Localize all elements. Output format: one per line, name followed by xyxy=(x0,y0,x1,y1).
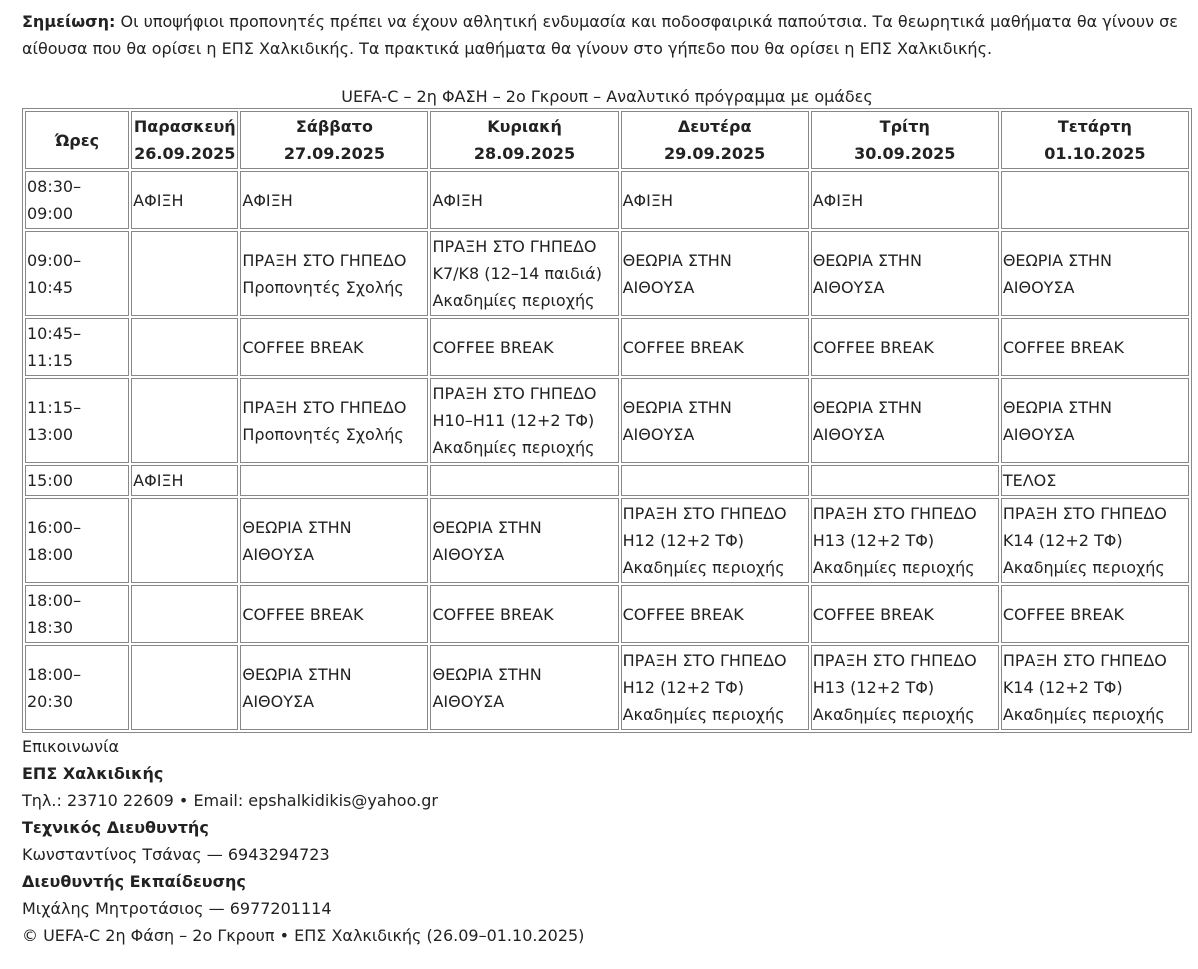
tech-director-title: Τεχνικός Διευθυντής xyxy=(22,818,209,837)
tech-director-line: Κωνσταντίνος Τσάνας — 6943294723 xyxy=(22,845,330,864)
time-text: 20:30 xyxy=(27,691,74,711)
cell-text: ΑΙΘΟΥΣΑ xyxy=(1002,277,1075,297)
cell-text: ΘΕΩΡΙΑ ΣΤΗΝ xyxy=(622,397,732,417)
header-day: Ώρες xyxy=(55,130,100,150)
table-row xyxy=(25,318,1189,376)
schedule-cell xyxy=(621,171,809,229)
cell-text: ΘΕΩΡΙΑ ΣΤΗΝ xyxy=(432,664,542,684)
schedule-cell xyxy=(811,378,999,463)
schedule-body xyxy=(25,171,1189,730)
schedule-cell xyxy=(430,498,618,583)
cell-text: ΑΙΘΟΥΣΑ xyxy=(812,424,885,444)
schedule-cell xyxy=(430,231,618,316)
header-date: 01.10.2025 xyxy=(1044,144,1146,163)
cell-text: ΑΙΘΟΥΣΑ xyxy=(242,544,315,564)
time-cell xyxy=(25,378,129,463)
time-text: 10:45– xyxy=(27,324,82,343)
cell-text: ΑΦΙΞΗ xyxy=(812,190,864,210)
time-text: 18:00– xyxy=(27,664,82,684)
cell-text: COFFEE BREAK xyxy=(812,604,934,624)
schedule-cell xyxy=(811,585,999,643)
schedule-cell xyxy=(131,171,238,229)
cell-text: ΑΦΙΞΗ xyxy=(133,190,184,210)
cell-text: ΑΙΘΟΥΣΑ xyxy=(622,277,695,297)
cell-text: COFFEE BREAK xyxy=(622,604,744,624)
schedule-cell xyxy=(131,645,238,730)
schedule-cell xyxy=(621,231,809,316)
page xyxy=(0,8,1198,949)
table-row xyxy=(25,378,1189,463)
cell-text: ΤΕΛΟΣ xyxy=(1002,471,1057,490)
note-paragraph xyxy=(22,8,1182,62)
schedule-cell xyxy=(811,498,999,583)
schedule-cell xyxy=(811,171,999,229)
schedule-cell xyxy=(621,645,809,730)
cell-text: ΘΕΩΡΙΑ ΣΤΗΝ xyxy=(1002,250,1113,270)
cell-text: ΑΙΘΟΥΣΑ xyxy=(812,277,885,297)
schedule-cell xyxy=(621,585,809,643)
schedule-cell xyxy=(430,318,618,376)
cell-text: Κ7/Κ8 (12–14 παιδιά) xyxy=(432,264,602,283)
schedule-cell xyxy=(811,318,999,376)
cell-text: ΠΡΑΞΗ ΣΤΟ ΓΗΠΕΔΟ xyxy=(1002,651,1167,670)
cell-text: Κ14 (12+2 ΤΦ) xyxy=(1002,678,1123,697)
cell-text: ΑΙΘΟΥΣΑ xyxy=(432,691,505,711)
schedule-cell xyxy=(131,318,238,376)
cell-text: ΘΕΩΡΙΑ ΣΤΗΝ xyxy=(432,517,542,537)
schedule-cell xyxy=(811,645,999,730)
cell-text: Ακαδημίες περιοχής xyxy=(1002,558,1165,577)
cell-text: ΑΙΘΟΥΣΑ xyxy=(432,544,505,564)
time-cell xyxy=(25,465,129,496)
schedule-cell xyxy=(430,465,618,496)
cell-text: ΠΡΑΞΗ ΣΤΟ ΓΗΠΕΔΟ xyxy=(1002,504,1167,523)
schedule-cell xyxy=(240,231,428,316)
cell-text: COFFEE BREAK xyxy=(432,337,554,357)
header-cell xyxy=(621,111,809,169)
schedule-cell xyxy=(430,378,618,463)
schedule-cell xyxy=(430,171,618,229)
time-text: 18:30 xyxy=(27,618,74,637)
schedule-cell xyxy=(811,465,999,496)
time-text: 16:00– xyxy=(27,517,82,537)
cell-text: COFFEE BREAK xyxy=(812,337,934,357)
time-text: 18:00 xyxy=(27,544,74,564)
cell-text: COFFEE BREAK xyxy=(1002,337,1124,357)
header-day: Δευτέρα xyxy=(677,117,752,136)
cell-text: Η12 (12+2 ΤΦ) xyxy=(622,678,744,697)
cell-text: Ακαδημίες περιοχής xyxy=(432,291,595,310)
note-text: Οι υποψήφιοι προπονητές πρέπει να έχουν αθλητική ενδυμασία και ποδοσφαιρικά παπούτσια. Τα θεωρητικά μαθήματα θα γίνουν σε αίθουσα που θα ορίσει η ΕΠΣ Χαλκιδικής. Τα πρακτικά μαθήματα θα γίνουν στο γήπεδο που θα ορίσει η ΕΠΣ Χαλκιδικής. xyxy=(22,12,1178,58)
copyright-line: © UEFA-C 2η Φάση – 2ο Γκρουπ • ΕΠΣ Χαλκιδικής (26.09–01.10.2025) xyxy=(22,926,585,945)
header-date: 28.09.2025 xyxy=(473,144,576,163)
cell-text: ΠΡΑΞΗ ΣΤΟ ΓΗΠΕΔΟ xyxy=(812,651,977,670)
schedule-cell xyxy=(240,318,428,376)
cell-text: ΠΡΑΞΗ ΣΤΟ ΓΗΠΕΔΟ xyxy=(242,250,407,270)
time-cell xyxy=(25,585,129,643)
schedule-cell xyxy=(131,231,238,316)
cell-text: Ακαδημίες περιοχής xyxy=(1002,705,1165,724)
cell-text: Ακαδημίες περιοχής xyxy=(812,558,975,577)
schedule-cell xyxy=(131,585,238,643)
header-date: 30.09.2025 xyxy=(854,144,956,163)
cell-text: Ακαδημίες περιοχής xyxy=(622,705,785,724)
edu-director-line: Μιχάλης Μητροτάσιος — 6977201114 xyxy=(22,899,332,918)
cell-text: ΑΙΘΟΥΣΑ xyxy=(622,424,695,444)
contact-heading: Επικοινωνία xyxy=(22,737,120,756)
time-text: 18:00– xyxy=(27,591,82,610)
cell-text: COFFEE BREAK xyxy=(242,604,364,624)
time-cell xyxy=(25,171,129,229)
cell-text: COFFEE BREAK xyxy=(242,337,364,357)
cell-text: Η13 (12+2 ΤΦ) xyxy=(812,531,935,550)
schedule-cell xyxy=(240,378,428,463)
schedule-cell xyxy=(131,498,238,583)
cell-text: ΑΦΙΞΗ xyxy=(622,190,673,210)
cell-text: ΑΙΘΟΥΣΑ xyxy=(1002,424,1075,444)
cell-text: ΠΡΑΞΗ ΣΤΟ ΓΗΠΕΔΟ xyxy=(812,504,977,523)
header-day: Κυριακή xyxy=(487,117,562,136)
cell-text: COFFEE BREAK xyxy=(1002,604,1124,624)
time-cell xyxy=(25,498,129,583)
time-cell xyxy=(25,318,129,376)
schedule-cell xyxy=(621,378,809,463)
time-text: 11:15 xyxy=(27,351,74,370)
cell-text: Ακαδημίες περιοχής xyxy=(812,705,975,724)
cell-text: Η13 (12+2 ΤΦ) xyxy=(812,678,935,697)
schedule-cell xyxy=(1001,231,1189,316)
table-row xyxy=(25,585,1189,643)
schedule-cell xyxy=(811,231,999,316)
cell-text: ΘΕΩΡΙΑ ΣΤΗΝ xyxy=(242,517,352,537)
time-text: 10:45 xyxy=(27,277,74,297)
cell-text: Ακαδημίες περιοχής xyxy=(622,558,785,577)
header-cell xyxy=(1001,111,1189,169)
schedule-table xyxy=(22,108,1192,733)
time-text: 13:00 xyxy=(27,424,74,444)
schedule-cell xyxy=(1001,498,1189,583)
contact-section xyxy=(22,733,1198,949)
time-text: 08:30– xyxy=(27,177,82,196)
schedule-cell xyxy=(131,465,238,496)
cell-text: Ακαδημίες περιοχής xyxy=(432,438,595,457)
note-label: Σημείωση: xyxy=(22,12,116,31)
table-row xyxy=(25,465,1189,496)
schedule-cell xyxy=(430,585,618,643)
header-cell xyxy=(240,111,428,169)
header-day: Παρασκευή xyxy=(133,117,236,136)
cell-text: ΘΕΩΡΙΑ ΣΤΗΝ xyxy=(242,664,352,684)
schedule-caption: UEFA-C – 2η ΦΑΣΗ – 2ο Γκρουπ – Αναλυτικό πρόγραμμα με ομάδες xyxy=(341,87,873,106)
cell-text: ΘΕΩΡΙΑ ΣΤΗΝ xyxy=(812,250,922,270)
cell-text: Κ14 (12+2 ΤΦ) xyxy=(1002,531,1123,550)
schedule-cell xyxy=(1001,465,1189,496)
header-day: Τρίτη xyxy=(879,117,930,136)
cell-text: COFFEE BREAK xyxy=(622,337,744,357)
header-date: 29.09.2025 xyxy=(664,144,766,163)
cell-text: Η12 (12+2 ΤΦ) xyxy=(622,531,744,550)
header-cell xyxy=(811,111,999,169)
schedule-cell xyxy=(1001,318,1189,376)
cell-text: ΠΡΑΞΗ ΣΤΟ ΓΗΠΕΔΟ xyxy=(622,504,787,523)
schedule-cell xyxy=(621,318,809,376)
cell-text: COFFEE BREAK xyxy=(432,604,554,624)
schedule-cell xyxy=(1001,378,1189,463)
time-text: 11:15– xyxy=(27,397,82,417)
table-row xyxy=(25,645,1189,730)
schedule-cell xyxy=(240,498,428,583)
cell-text: ΘΕΩΡΙΑ ΣΤΗΝ xyxy=(622,250,732,270)
header-date: 26.09.2025 xyxy=(134,144,236,163)
table-row xyxy=(25,231,1189,316)
table-row xyxy=(25,498,1189,583)
cell-text: ΠΡΑΞΗ ΣΤΟ ΓΗΠΕΔΟ xyxy=(432,237,597,256)
header-cell xyxy=(25,111,129,169)
header-row xyxy=(25,111,1189,169)
cell-text: Προπονητές Σχολής xyxy=(242,424,404,444)
cell-text: ΠΡΑΞΗ ΣΤΟ ΓΗΠΕΔΟ xyxy=(622,651,787,670)
cell-text: ΑΦΙΞΗ xyxy=(432,190,483,210)
header-date: 27.09.2025 xyxy=(283,144,386,163)
schedule-cell xyxy=(1001,585,1189,643)
time-text: 15:00 xyxy=(27,471,74,490)
cell-text: ΠΡΑΞΗ ΣΤΟ ΓΗΠΕΔΟ xyxy=(432,384,597,403)
schedule-cell xyxy=(430,645,618,730)
schedule-cell xyxy=(621,465,809,496)
time-cell xyxy=(25,231,129,316)
schedule-cell xyxy=(1001,171,1189,229)
cell-text: ΠΡΑΞΗ ΣΤΟ ΓΗΠΕΔΟ xyxy=(242,397,407,417)
header-day: Τετάρτη xyxy=(1057,117,1132,136)
cell-text: ΑΙΘΟΥΣΑ xyxy=(242,691,315,711)
time-text: 09:00– xyxy=(27,250,82,270)
header-cell xyxy=(430,111,618,169)
cell-text: ΘΕΩΡΙΑ ΣΤΗΝ xyxy=(1002,397,1113,417)
schedule-cell xyxy=(131,378,238,463)
cell-text: ΑΦΙΞΗ xyxy=(133,471,184,490)
time-text: 09:00 xyxy=(27,204,74,223)
header-day: Σάββατο xyxy=(295,117,373,136)
schedule-cell xyxy=(240,171,428,229)
schedule-cell xyxy=(240,465,428,496)
edu-director-title: Διευθυντής Εκπαίδευσης xyxy=(22,872,246,891)
org-name: ΕΠΣ Χαλκιδικής xyxy=(22,764,164,783)
org-contact-line: Τηλ.: 23710 22609 • Email: epshalkidikis@yahoo.gr xyxy=(22,791,438,810)
schedule-cell xyxy=(240,585,428,643)
schedule-cell xyxy=(240,645,428,730)
cell-text: ΘΕΩΡΙΑ ΣΤΗΝ xyxy=(812,397,922,417)
schedule-cell xyxy=(1001,645,1189,730)
time-cell xyxy=(25,645,129,730)
header-cell xyxy=(131,111,238,169)
schedule-cell xyxy=(621,498,809,583)
cell-text: Η10–Η11 (12+2 ΤΦ) xyxy=(432,411,595,430)
cell-text: ΑΦΙΞΗ xyxy=(242,190,293,210)
table-row xyxy=(25,171,1189,229)
cell-text: Προπονητές Σχολής xyxy=(242,277,404,297)
